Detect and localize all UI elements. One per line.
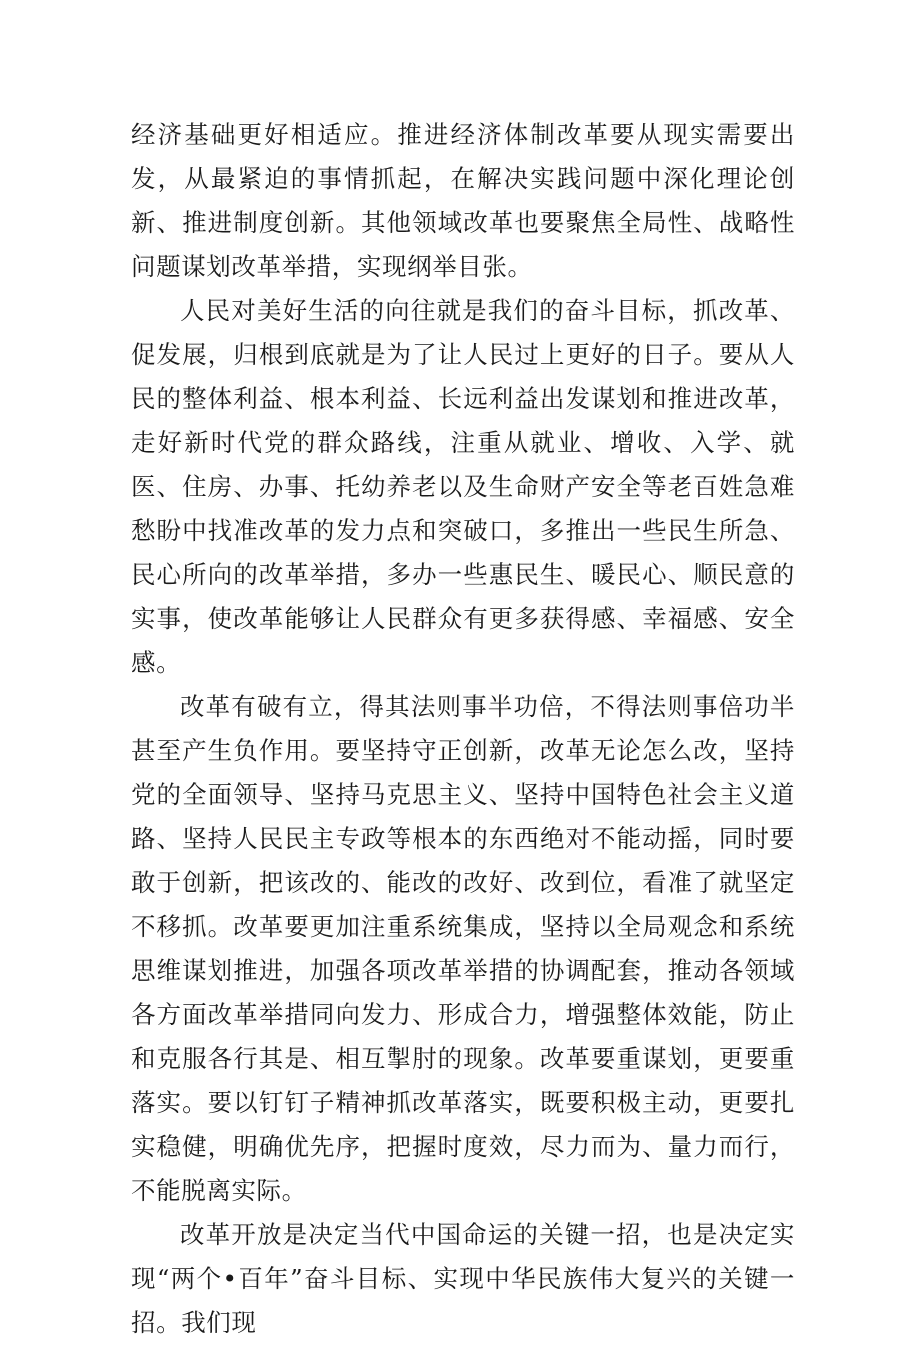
- paragraph-3: 改革有破有立，得其法则事半功倍，不得法则事倍功半甚至产生负作用。要坚持守正创新，改革无论怎么改，坚持党的全面领导、坚持马克思主义、坚持中国特色社会主义道路、坚持人民民主专政等根本的东西绝对不能动摇，同时要敢于创新，把该改的、能改的改好、改到位，看准了就坚定不移抓。改革要更加注重系统集成，坚持以全局观念和系统思维谋划推进，加强各项改革举措的协调配套，推动各领域各方面改革举措同向发力、形成合力，增强整体效能，防止和克服各行其是、相互掣肘的现象。改革要重谋划，更要重落实。要以钉钉子精神抓改革落实，既要积极主动，更要扎实稳健，明确优先序，把握时度效，尽力而为、量力而行，不能脱离实际。: [131, 692, 795, 1205]
- paragraph-1: 经济基础更好相适应。推进经济体制改革要从现实需要出发，从最紧迫的事情抓起，在解决实践问题中深化理论创新、推进制度创新。其他领域改革也要聚焦全局性、战略性问题谋划改革举措，实现纲举目张。: [131, 120, 795, 281]
- paragraph-2: 人民对美好生活的向往就是我们的奋斗目标，抓改革、促发展，归根到底就是为了让人民过上更好的日子。要从人民的整体利益、根本利益、长远利益出发谋划和推进改革，走好新时代党的群众路线，注重从就业、增收、入学、就医、住房、办事、托幼养老以及生命财产安全等老百姓急难愁盼中找准改革的发力点和突破口，多推出一些民生所急、民心所向的改革举措，多办一些惠民生、暖民心、顺民意的实事，使改革能够让人民群众有更多获得感、幸福感、安全感。: [131, 296, 795, 677]
- paragraph-4: 改革开放是决定当代中国命运的关键一招，也是决定实现“两个•百年”奋斗目标、实现中华民族伟大复兴的关键一招。我们现: [131, 1220, 795, 1337]
- document-page: [131, 113, 795, 1345]
